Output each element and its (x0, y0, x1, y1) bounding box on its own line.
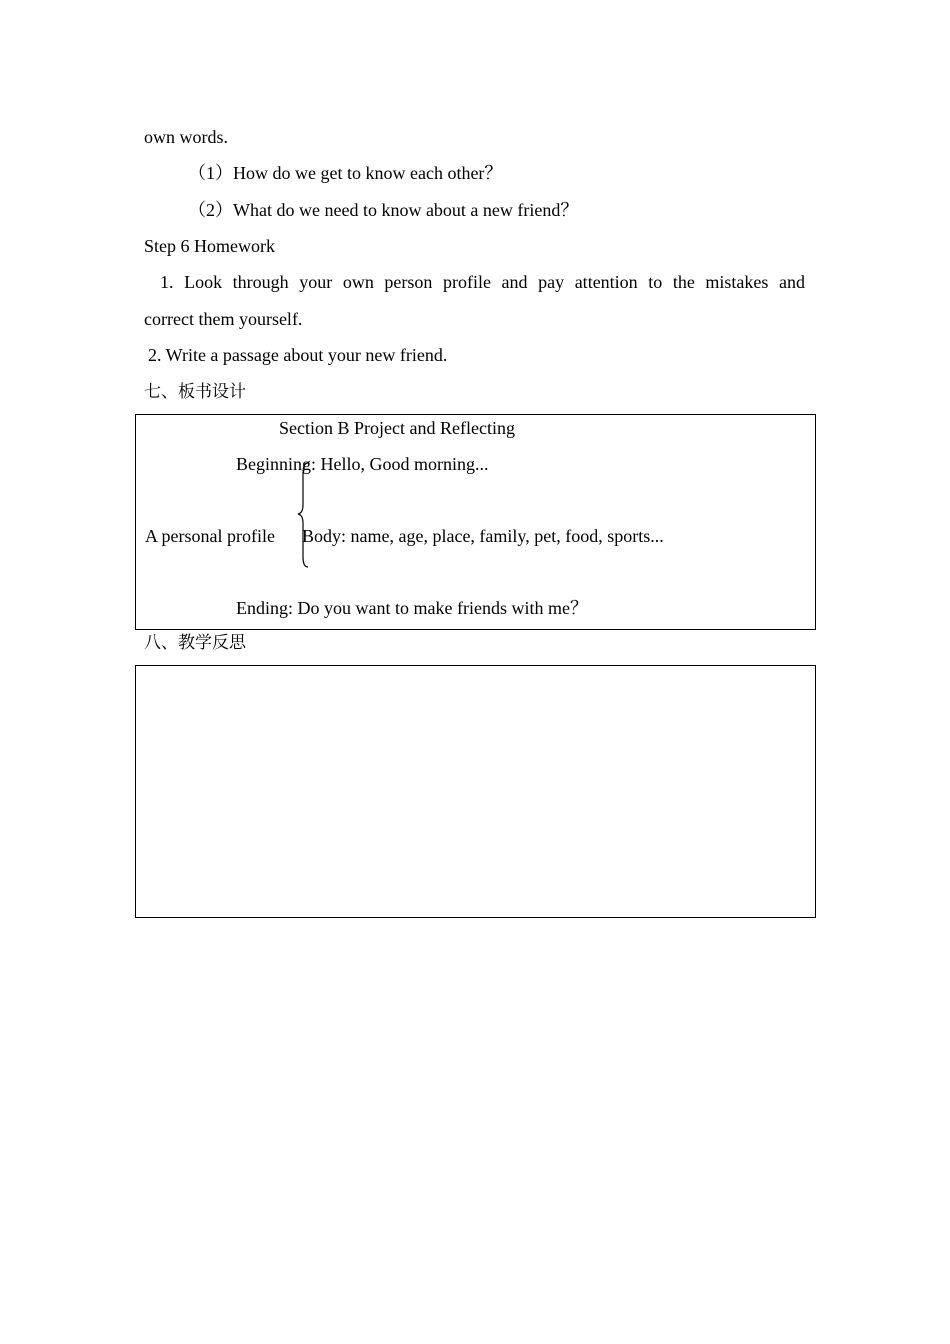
step-6-heading: Step 6 Homework (144, 236, 275, 256)
board-body: Body: name, age, place, family, pet, food, sports... (302, 526, 664, 546)
board-beginning: Beginning: Hello, Good morning... (236, 454, 489, 474)
text-own-words: own words. (144, 127, 228, 147)
board-ending: Ending: Do you want to make friends with me？ (236, 598, 588, 618)
homework-item-1-line-1: 1. Look through your own person profile and pay attention to the mistakes and (160, 272, 805, 292)
section-7-heading: 七、板书设计 (144, 382, 246, 402)
homework-item-1-line-2: correct them yourself. (144, 309, 303, 329)
board-title: Section B Project and Reflecting (279, 418, 515, 438)
board-design-box (135, 414, 816, 630)
board-left-label: A personal profile (145, 526, 275, 546)
question-2: （2）What do we need to know about a new friend？ (188, 200, 579, 220)
homework-item-2: 2. Write a passage about your new friend. (148, 345, 448, 365)
curly-brace-icon (294, 461, 314, 571)
reflection-box (135, 665, 816, 918)
section-8-heading: 八、教学反思 (144, 633, 246, 653)
question-1: （1）How do we get to know each other？ (188, 163, 503, 183)
